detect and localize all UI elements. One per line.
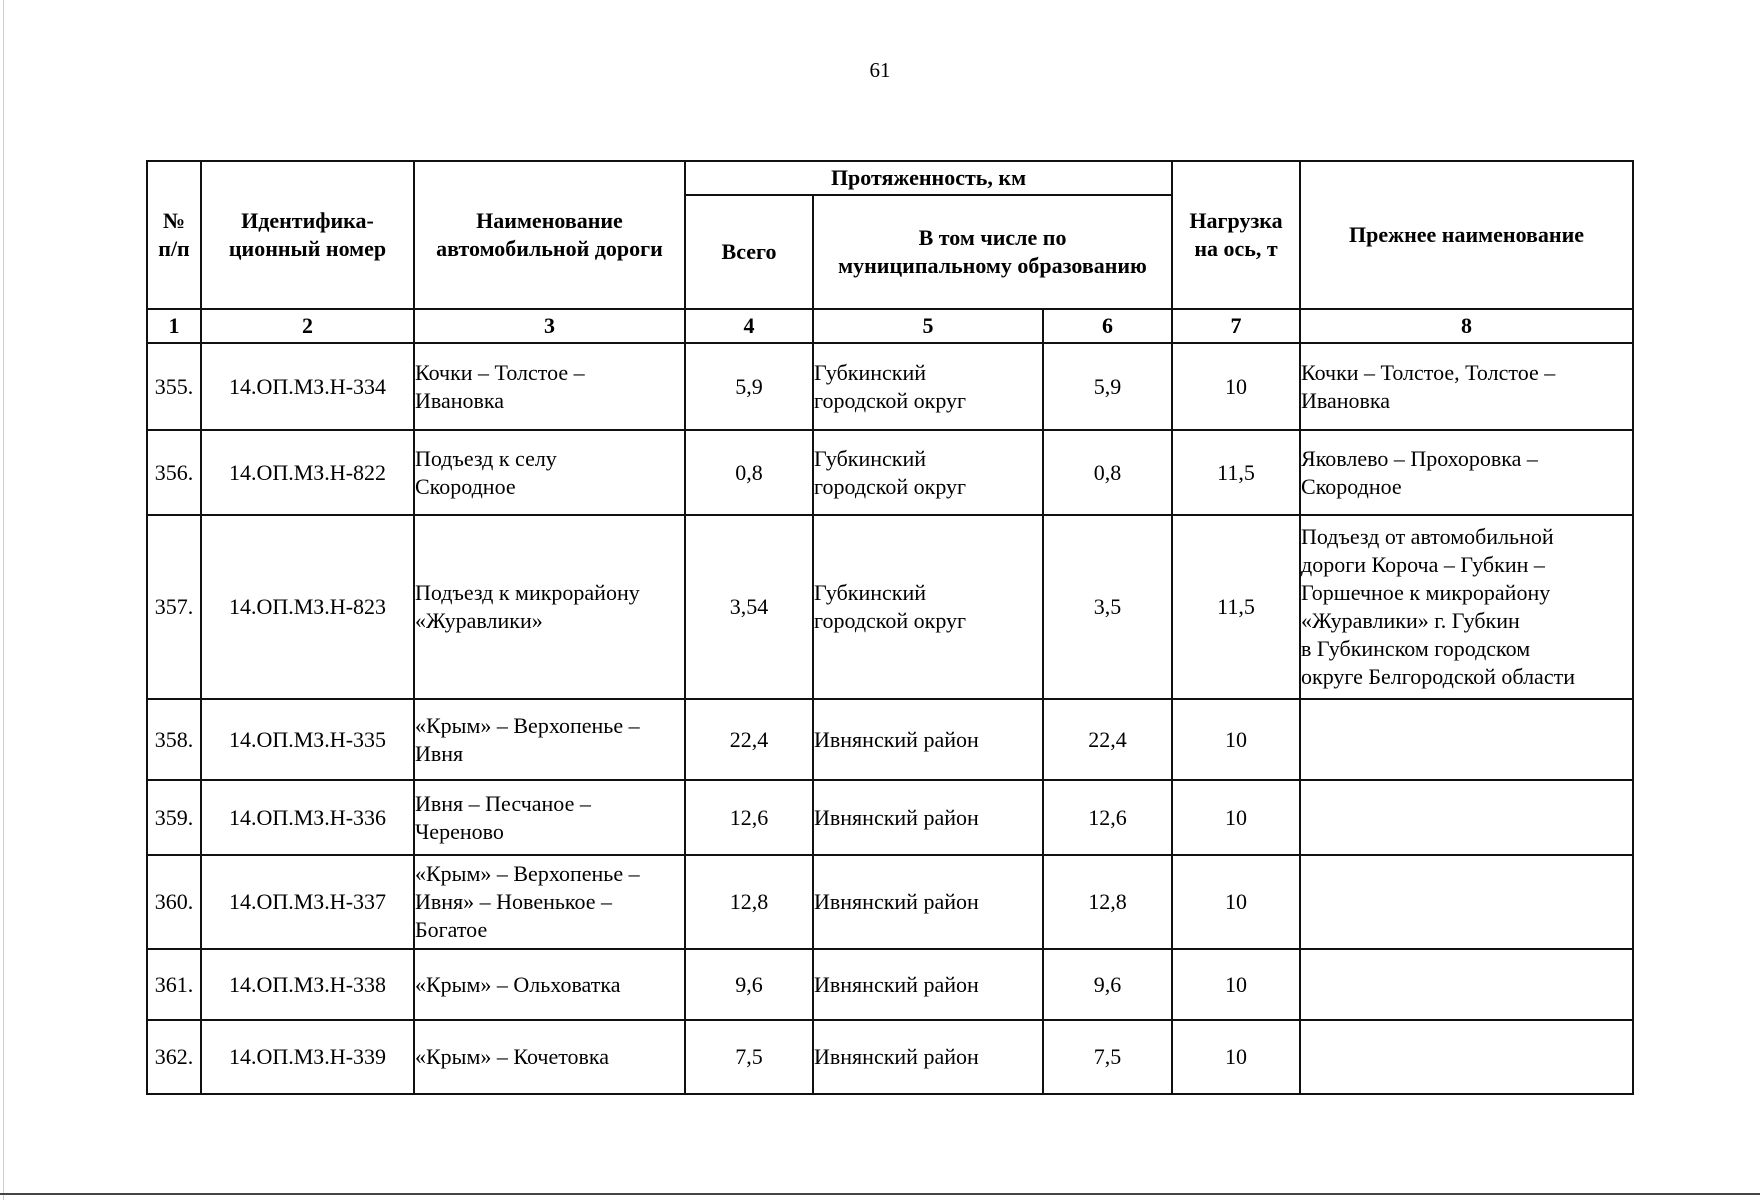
road-id: 14.ОП.МЗ.Н-337 [201, 855, 414, 949]
municipality: Ивнянский район [813, 1020, 1043, 1094]
row-number: 357. [147, 515, 201, 699]
header-name: Наименование автомобильной дороги [414, 161, 685, 309]
municipality: Ивнянский район [813, 855, 1043, 949]
row-number: 356. [147, 430, 201, 515]
axle-load: 10 [1172, 855, 1300, 949]
col-num-4: 4 [685, 309, 813, 343]
col-num-6: 6 [1043, 309, 1172, 343]
road-id: 14.ОП.МЗ.Н-822 [201, 430, 414, 515]
col-num-8: 8 [1300, 309, 1633, 343]
road-name: Подъезд к селу Скородное [414, 430, 685, 515]
former-name [1300, 949, 1633, 1020]
road-id: 14.ОП.МЗ.Н-823 [201, 515, 414, 699]
length-total: 0,8 [685, 430, 813, 515]
table-row [147, 949, 1633, 1020]
municipality: Ивнянский район [813, 949, 1043, 1020]
municipality: Губкинский городской округ [813, 343, 1043, 430]
length-municipal: 5,9 [1043, 343, 1172, 430]
municipality: Ивнянский район [813, 699, 1043, 780]
row-number: 359. [147, 780, 201, 855]
row-number: 362. [147, 1020, 201, 1094]
scan-edge [3, 0, 4, 1200]
length-total: 12,8 [685, 855, 813, 949]
road-name: «Крым» – Кочетовка [414, 1020, 685, 1094]
length-municipal: 3,5 [1043, 515, 1172, 699]
length-municipal: 22,4 [1043, 699, 1172, 780]
road-name: «Крым» – Верхопенье – Ивня [414, 699, 685, 780]
row-number: 360. [147, 855, 201, 949]
header-former: Прежнее наименование [1300, 161, 1633, 309]
axle-load: 10 [1172, 699, 1300, 780]
length-total: 7,5 [685, 1020, 813, 1094]
length-total: 3,54 [685, 515, 813, 699]
table-row [147, 430, 1633, 515]
road-name: «Крым» – Верхопенье – Ивня» – Новенькое – Богатое [414, 855, 685, 949]
length-municipal: 0,8 [1043, 430, 1172, 515]
former-name: Яковлево – Прохоровка – Скородное [1300, 430, 1633, 515]
header-id: Идентифика- ционный номер [201, 161, 414, 309]
table-row [147, 855, 1633, 949]
road-name: Ивня – Песчаное – Череново [414, 780, 685, 855]
road-id: 14.ОП.МЗ.Н-335 [201, 699, 414, 780]
road-id: 14.ОП.МЗ.Н-334 [201, 343, 414, 430]
road-name: Подъезд к микрорайону «Журавлики» [414, 515, 685, 699]
length-total: 5,9 [685, 343, 813, 430]
former-name [1300, 855, 1633, 949]
table-row [147, 699, 1633, 780]
row-number: 355. [147, 343, 201, 430]
row-number: 361. [147, 949, 201, 1020]
table-row [147, 343, 1633, 430]
length-municipal: 7,5 [1043, 1020, 1172, 1094]
header-load: Нагрузка на ось, т [1172, 161, 1300, 309]
former-name: Кочки – Толстое, Толстое – Ивановка [1300, 343, 1633, 430]
length-municipal: 12,8 [1043, 855, 1172, 949]
header-total: Всего [685, 195, 813, 309]
table-row [147, 515, 1633, 699]
road-name: Кочки – Толстое – Ивановка [414, 343, 685, 430]
axle-load: 10 [1172, 949, 1300, 1020]
road-name: «Крым» – Ольховатка [414, 949, 685, 1020]
table-row [147, 780, 1633, 855]
col-num-5: 5 [813, 309, 1043, 343]
road-id: 14.ОП.МЗ.Н-339 [201, 1020, 414, 1094]
scan-bottom-edge [0, 1193, 1760, 1195]
page-number: 61 [869, 58, 891, 82]
former-name: Подъезд от автомобильной дороги Короча – Губкин – Горшечное к микрорайону «Журавлики» г. Губкин в Губкинском городском округе Белгородской области [1300, 515, 1633, 699]
length-municipal: 9,6 [1043, 949, 1172, 1020]
length-total: 22,4 [685, 699, 813, 780]
roads-table [146, 160, 1634, 1095]
header-incl: В том числе по муниципальному образованию [813, 195, 1172, 309]
length-municipal: 12,6 [1043, 780, 1172, 855]
municipality: Губкинский городской округ [813, 515, 1043, 699]
road-id: 14.ОП.МЗ.Н-338 [201, 949, 414, 1020]
column-number-row [147, 309, 1633, 343]
length-total: 9,6 [685, 949, 813, 1020]
municipality: Губкинский городской округ [813, 430, 1043, 515]
col-num-3: 3 [414, 309, 685, 343]
axle-load: 10 [1172, 343, 1300, 430]
road-id: 14.ОП.МЗ.Н-336 [201, 780, 414, 855]
row-number: 358. [147, 699, 201, 780]
axle-load: 10 [1172, 780, 1300, 855]
header-row-1 [147, 161, 1633, 195]
axle-load: 11,5 [1172, 430, 1300, 515]
table-row [147, 1020, 1633, 1094]
col-num-2: 2 [201, 309, 414, 343]
header-no: № п/п [147, 161, 201, 309]
former-name [1300, 1020, 1633, 1094]
former-name [1300, 699, 1633, 780]
axle-load: 10 [1172, 1020, 1300, 1094]
col-num-7: 7 [1172, 309, 1300, 343]
municipality: Ивнянский район [813, 780, 1043, 855]
length-total: 12,6 [685, 780, 813, 855]
former-name [1300, 780, 1633, 855]
axle-load: 11,5 [1172, 515, 1300, 699]
header-length: Протяженность, км [685, 161, 1172, 195]
col-num-1: 1 [147, 309, 201, 343]
